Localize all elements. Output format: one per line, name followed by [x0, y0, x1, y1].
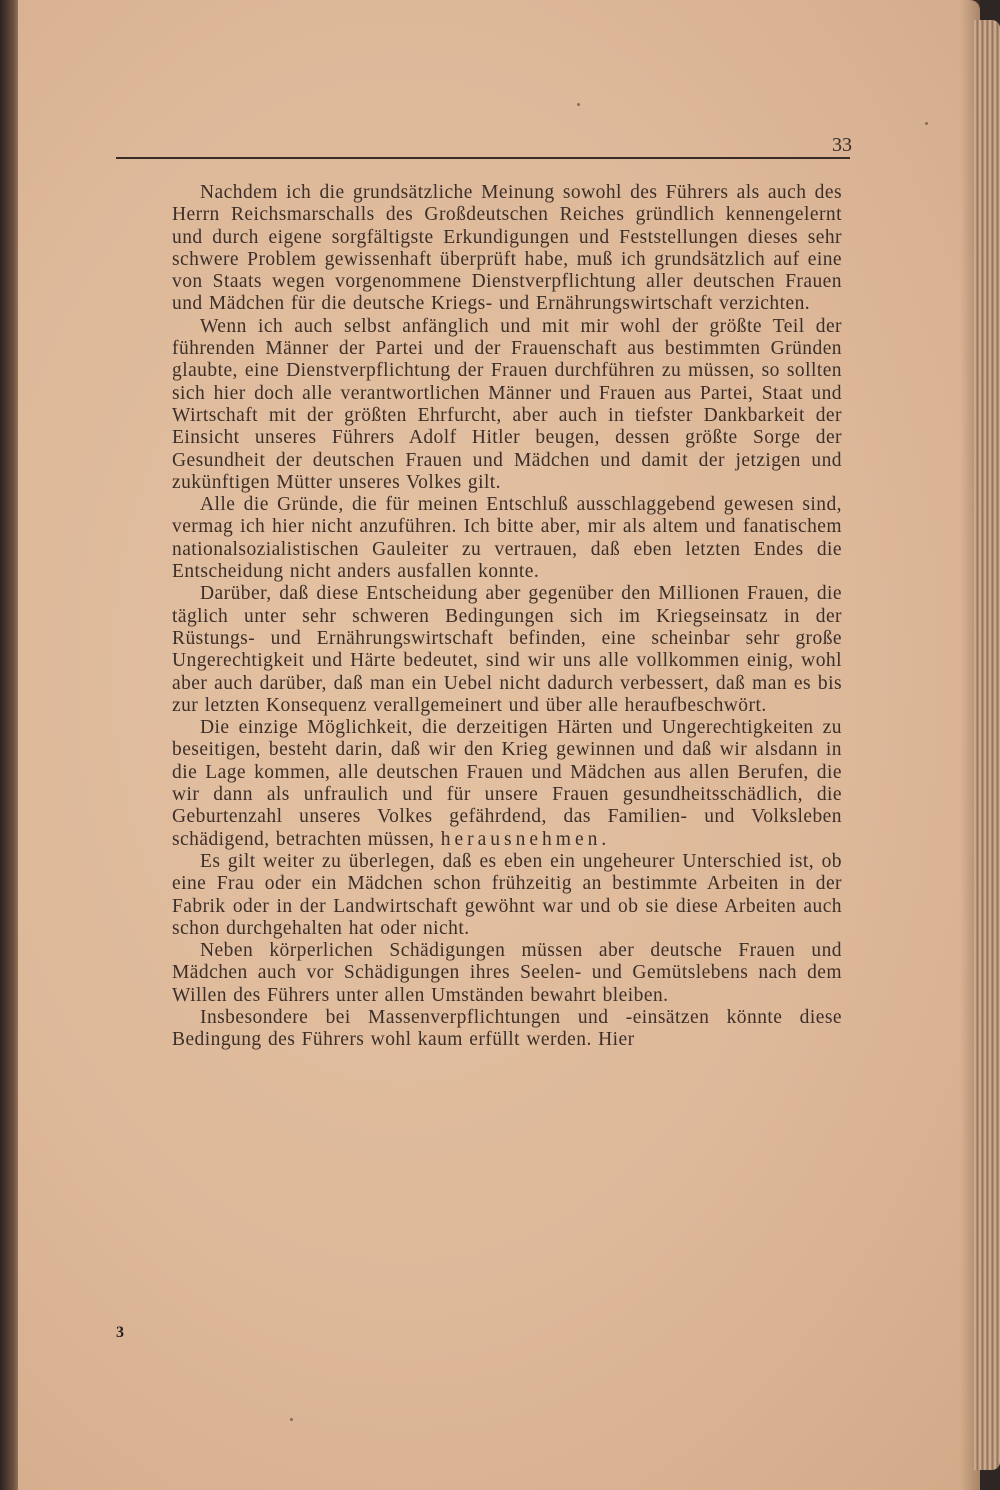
paragraph-text: Die einzige Möglichkeit, die derzeitigen Härten und Ungerechtigkeiten zu beseitigen, besteht darin, daß wir den Krieg gewinnen und daß wir alsdann in die Lage kommen, alle deutschen Frauen und Mädchen aus allen Berufen, die wir dann als unfraulich und für unsere Frauen gesundheitsschädlich, die Geburtenzahl unseres Volkes gefährdend, das Familien- und Volksleben schädigend, betrachten müssen, [172, 717, 842, 850]
paper-speck [290, 1418, 293, 1421]
paragraph: Es gilt weiter zu überlegen, daß es eben ein ungeheurer Unterschied ist, ob eine Frau oder ein Mädchen schon frühzeitig an bestimmte Arbeiten in der Fabrik oder in der Landwirtschaft gewöhnt war und ob sie diese Arbeiten auch schon durchgehalten hat oder nicht. [172, 850, 842, 939]
paper-speck [577, 103, 580, 106]
signature-mark: 3 [116, 1324, 124, 1341]
paragraph: Alle die Gründe, die für meinen Entschluß ausschlaggebend gewesen sind, vermag ich hier nicht anzuführen. Ich bitte aber, mir als altem und fanatischem nationalsozialistischen Gauleiter zu vertrauen, daß eben letzten Endes die Entscheidung nicht anders ausfallen konnte. [172, 494, 842, 583]
paragraph: Darüber, daß diese Entscheidung aber gegenüber den Millionen Frauen, die täglich unter sehr schweren Bedingungen sich im Kriegseinsatz in der Rüstungs- und Ernährungswirtschaft befinden, eine scheinbar sehr große Ungerechtigkeit und Härte bedeutet, sind wir uns alle vollkommen einig, wohl aber auch darüber, daß man ein Uebel nicht dadurch verbessert, daß man es bis zur letzten Konsequenz verallgemeinert und über alle heraufbeschwört. [172, 583, 842, 716]
paper-speck [925, 122, 928, 125]
page-number: 33 [832, 134, 852, 156]
paragraph: Insbesondere bei Massenverpflichtungen und -einsätzen könnte diese Bedingung des Führers wohl kaum erfüllt werden. Hier [172, 1006, 842, 1051]
emphasized-word: herausnehmen. [440, 828, 611, 850]
paragraph: Nachdem ich die grundsätzliche Meinung sowohl des Führers als auch des Herrn Reichsmarschalls des Großdeutschen Reiches gründlich kennengelernt und durch eigene sorgfältigste Erkundigungen und Feststellungen dieses sehr schwere Problem gewissenhaft überprüft habe, muß ich grundsätzlich auf eine von Staats wegen vorgenommene Dienstverpflichtung aller deutschen Frauen und Mädchen für die deutsche Kriegs- und Ernährungswirtschaft verzichten. [172, 182, 842, 315]
header-rule [116, 157, 850, 159]
body-text [172, 182, 842, 1052]
page-stack-edges [974, 20, 1000, 1470]
paragraph: Wenn ich auch selbst anfänglich und mit mir wohl der größte Teil der führenden Männer der Partei und der Frauenschaft aus bestimmten Gründen glaubte, eine Dienstverpflichtung der Frauen durchführen zu müssen, so sollten sich hier doch alle verantwortlichen Männer und Frauen aus Partei, Staat und Wirtschaft mit der größten Ehrfurcht, aber auch in tiefster Dankbarkeit der Einsicht unseres Führers Adolf Hitler beugen, dessen größte Sorge der Gesundheit der deutschen Frauen und Mädchen und damit der jetzigen und zukünftigen Mütter unseres Volkes gilt. [172, 315, 842, 493]
paragraph [172, 717, 842, 851]
paragraph: Neben körperlichen Schädigungen müssen aber deutsche Frauen und Mädchen auch vor Schädigungen ihres Seelen- und Gemütslebens nach dem Willen des Führers unter allen Umständen bewahrt bleiben. [172, 940, 842, 1006]
